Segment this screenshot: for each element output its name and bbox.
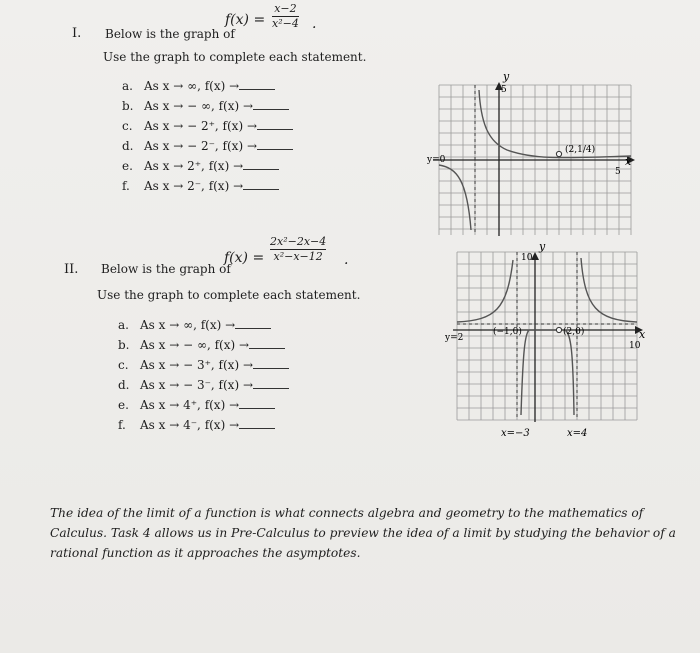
section-2-intro: Below is the graph of (101, 262, 231, 276)
section1-item (122, 119, 293, 133)
graph-1-left-branch (439, 165, 471, 230)
section2-item (118, 398, 275, 412)
section-2-denominator: x²−x−12 (273, 250, 323, 263)
answer-blank[interactable] (239, 398, 275, 409)
item-letter: e. (118, 398, 129, 412)
graph-2-point-left: (−1,0) (493, 327, 522, 337)
graph-2 (445, 240, 655, 440)
item-letter: e. (122, 159, 133, 173)
graph-2-vasym-left-label: x=−3 (501, 428, 530, 439)
section-2-fraction (270, 236, 326, 263)
graph-2-x-tick: 10 (629, 341, 641, 351)
graph-1-x-tick: 5 (615, 167, 621, 177)
item-text: As x → ∞, f(x) → (144, 79, 240, 93)
section-1-function-lhs: f(x) = (225, 12, 266, 28)
section2-item (118, 338, 285, 352)
section-2-numeral: II. (64, 262, 79, 277)
graph-1-point-label: (2,1/4) (565, 145, 596, 155)
item-text: As x → − 3⁺, f(x) → (140, 358, 253, 372)
item-text: As x → ∞, f(x) → (140, 318, 236, 332)
graph-2-y-tick: 10 (521, 253, 533, 263)
item-letter: f. (118, 418, 126, 432)
item-letter: c. (118, 358, 129, 372)
section-2-instruction: Use the graph to complete each statement. (97, 288, 361, 302)
section-2-numerator: 2x²−2x−4 (270, 235, 327, 248)
answer-blank[interactable] (253, 378, 289, 389)
section-2-function-lhs: f(x) = (224, 250, 265, 266)
section-2-trail: . (344, 252, 349, 268)
item-text: As x → − ∞, f(x) → (140, 338, 250, 352)
answer-blank[interactable] (257, 119, 293, 130)
answer-blank[interactable] (257, 139, 293, 150)
section1-item (122, 179, 279, 193)
graph-1-x-label: x (625, 155, 632, 168)
item-text: As x → − 2⁻, f(x) → (144, 139, 257, 153)
graph-1-hole-point (556, 151, 561, 156)
graph-1 (425, 70, 645, 240)
answer-blank[interactable] (243, 179, 279, 190)
answer-blank[interactable] (235, 318, 271, 329)
item-text: As x → 2⁻, f(x) → (144, 179, 244, 193)
graph-1-asymptote-label: y=0 (427, 155, 446, 165)
graph-2-vasym-right-label: x=4 (567, 428, 588, 439)
footer-paragraph: The idea of the limit of a function is what connects algebra and geometry to the mathematics of Calculus. Task 4 allows us in Pre-Calculus to preview the idea of a limit by studying the behavior of a rational function as it approaches the asymptotes. (50, 506, 676, 560)
graph-2-asymptote-label: y=2 (445, 333, 464, 343)
section1-item (122, 79, 275, 93)
section1-item (122, 99, 289, 113)
graph-2-point-right: (2,0) (563, 327, 585, 337)
answer-blank[interactable] (249, 338, 285, 349)
section-1-numeral: I. (72, 26, 82, 41)
item-letter: b. (122, 99, 134, 113)
answer-blank[interactable] (253, 358, 289, 369)
section1-item (122, 159, 279, 173)
graph-2-y-label: y (539, 240, 546, 253)
answer-blank[interactable] (239, 418, 275, 429)
answer-blank[interactable] (243, 159, 279, 170)
section-1-fraction (272, 3, 299, 30)
graph-1-right-branch (479, 90, 631, 158)
answer-blank[interactable] (253, 99, 289, 110)
item-letter: f. (122, 179, 130, 193)
item-text: As x → − ∞, f(x) → (144, 99, 254, 113)
graph-2-grid (457, 252, 637, 420)
item-letter: a. (122, 79, 133, 93)
item-text: As x → 4⁻, f(x) → (140, 418, 240, 432)
item-text: As x → 4⁺, f(x) → (140, 398, 240, 412)
section1-item (122, 139, 293, 153)
item-letter: c. (122, 119, 133, 133)
graph-1-y-tick: 5 (501, 85, 507, 95)
section-1-denominator: x²−4 (272, 17, 299, 30)
item-letter: a. (118, 318, 129, 332)
section2-item (118, 358, 289, 372)
graph-2-x-label: x (639, 328, 646, 341)
section2-item (118, 378, 289, 392)
section-1-numerator: x−2 (274, 2, 297, 15)
item-letter: d. (118, 378, 130, 392)
item-text: As x → − 2⁺, f(x) → (144, 119, 257, 133)
section-1-instruction: Use the graph to complete each statement. (103, 50, 367, 64)
section-1-intro: Below is the graph of (105, 27, 235, 41)
answer-blank[interactable] (239, 79, 275, 90)
item-letter: d. (122, 139, 134, 153)
item-text: As x → − 3⁻, f(x) → (140, 378, 253, 392)
section-1-trail: . (312, 16, 317, 32)
section2-item (118, 318, 271, 332)
graph-1-y-label: y (503, 70, 510, 83)
item-letter: b. (118, 338, 130, 352)
item-text: As x → 2⁺, f(x) → (144, 159, 244, 173)
graph-2-hole-point (556, 327, 561, 332)
section2-item (118, 418, 275, 432)
